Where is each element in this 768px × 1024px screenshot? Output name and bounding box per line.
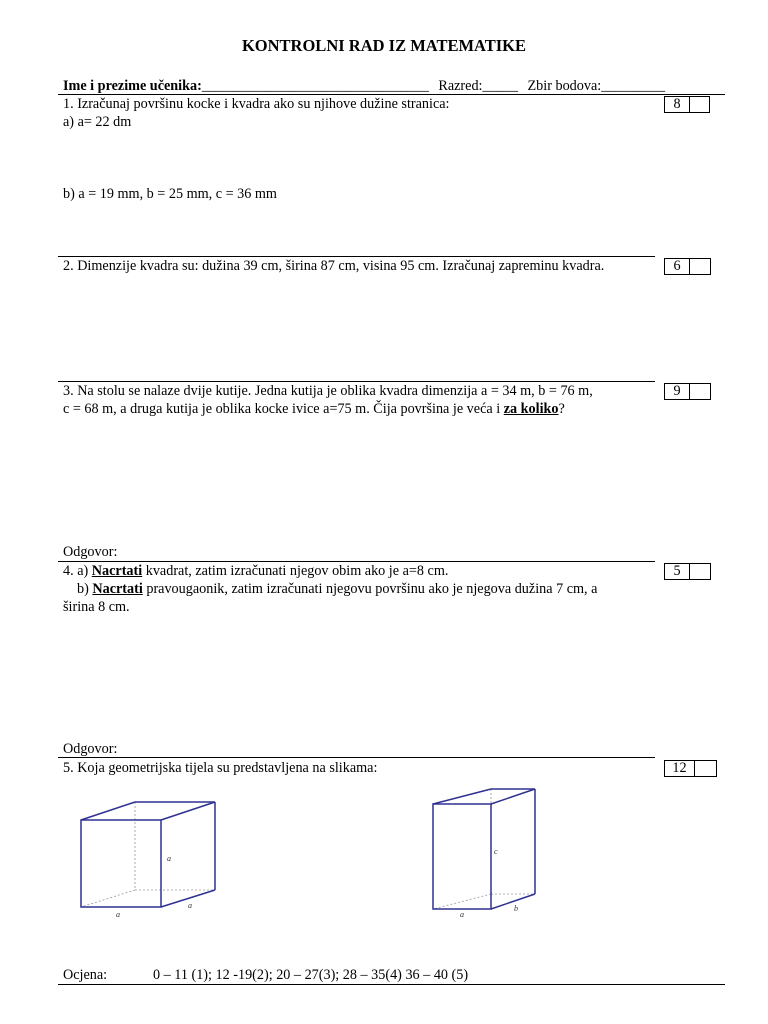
task-2-text: 2. Dimenzije kvadra su: dužina 39 cm, širina 87 cm, visina 95 cm. Izračunaj zapreminu kvadra. bbox=[63, 258, 605, 274]
task-4-score-box bbox=[664, 563, 711, 580]
task-2-points: 6 bbox=[665, 259, 690, 274]
divider bbox=[58, 561, 655, 562]
cuboid-edge-label-c: c bbox=[494, 847, 498, 856]
task-4-b bbox=[77, 581, 597, 598]
score-blank bbox=[690, 259, 710, 274]
task-1-score-box bbox=[664, 96, 710, 113]
task-3-line1: 3. Na stolu se nalaze dvije kutije. Jedna kutija je oblika kvadra dimenzija a = 34 m, b = 76 m, bbox=[63, 383, 593, 399]
task-3-line2-text: c = 68 m, a druga kutija je oblika kocke ivice a=75 m. Čija površina je veća i bbox=[63, 401, 504, 417]
grading-scale: 0 – 11 (1); 12 -19(2); 20 – 27(3); 28 – 35(4) 36 – 40 (5) bbox=[153, 967, 469, 983]
cuboid-edge-label-a: a bbox=[460, 910, 464, 919]
task-3-answer: Odgovor: bbox=[63, 544, 118, 560]
cube-figure bbox=[63, 782, 243, 930]
class-label: Razred: bbox=[438, 78, 483, 94]
task-2-score-box bbox=[664, 258, 711, 275]
task-1-b: b) a = 19 mm, b = 25 mm, c = 36 mm bbox=[63, 186, 277, 202]
task-4-b-emphasis: Nacrtati bbox=[92, 581, 143, 597]
divider bbox=[58, 94, 725, 95]
cube-edge-label-a: a bbox=[116, 910, 120, 919]
name-blank: ________________________________ bbox=[201, 78, 429, 94]
task-5-score-box bbox=[664, 760, 717, 777]
task-4-b-line2: širina 8 cm. bbox=[63, 599, 130, 615]
task-4-a bbox=[63, 563, 448, 580]
score-blank bbox=[690, 384, 710, 399]
cube-edge-label-a: a bbox=[188, 901, 192, 910]
task-4-b-text: pravougaonik, zatim izračunati njegovu površinu ako je njegova dužina 7 cm, a bbox=[142, 581, 598, 597]
cube-hidden-edges bbox=[81, 802, 215, 907]
page-title: KONTROLNI RAD IZ MATEMATIKE bbox=[241, 36, 527, 55]
points-label: Zbir bodova: bbox=[527, 78, 602, 94]
cuboid-edge-label-b: b bbox=[514, 904, 518, 913]
task-3-emphasis: za koliko bbox=[503, 401, 559, 417]
cube-edge-label-a: a bbox=[167, 854, 171, 863]
task-4-answer: Odgovor: bbox=[63, 741, 118, 757]
score-blank bbox=[690, 564, 710, 579]
cuboid-figure bbox=[420, 782, 560, 932]
task-5-text: 5. Koja geometrijska tijela su predstavljena na slikama: bbox=[63, 760, 378, 776]
grading-label: Ocjena: bbox=[63, 967, 108, 983]
divider bbox=[58, 256, 655, 257]
score-blank bbox=[695, 761, 716, 776]
cube-visible-edges bbox=[81, 802, 215, 907]
task-4-a-text: kvadrat, zatim izračunati njegov obim ako je a=8 cm. bbox=[142, 563, 449, 579]
cuboid-hidden-edges bbox=[433, 789, 535, 909]
class-blank: _____ bbox=[482, 78, 518, 94]
cuboid-visible-edges bbox=[433, 789, 535, 909]
task-1-text: 1. Izračunaj površinu kocke i kvadra ako su njihove dužine stranica: bbox=[63, 96, 450, 112]
task-3-score-box bbox=[664, 383, 711, 400]
points-blank: _________ bbox=[601, 78, 666, 94]
divider bbox=[58, 984, 725, 985]
task-1-points: 8 bbox=[665, 97, 690, 112]
student-info-line bbox=[63, 78, 665, 95]
task-3-line2-end: ? bbox=[558, 401, 565, 417]
divider bbox=[58, 381, 655, 382]
task-4-a-emphasis: Nacrtati bbox=[91, 563, 143, 579]
task-4-points: 5 bbox=[665, 564, 690, 579]
score-blank bbox=[690, 97, 709, 112]
task-4-b-prefix: b) bbox=[77, 581, 93, 597]
task-3-line2 bbox=[63, 401, 565, 418]
task-5-points: 12 bbox=[665, 761, 695, 776]
task-1-a: a) a= 22 dm bbox=[63, 114, 132, 130]
divider bbox=[58, 757, 655, 758]
name-label: Ime i prezime učenika: bbox=[63, 78, 202, 94]
task-3-points: 9 bbox=[665, 384, 690, 399]
task-4-a-prefix: 4. a) bbox=[63, 563, 92, 579]
